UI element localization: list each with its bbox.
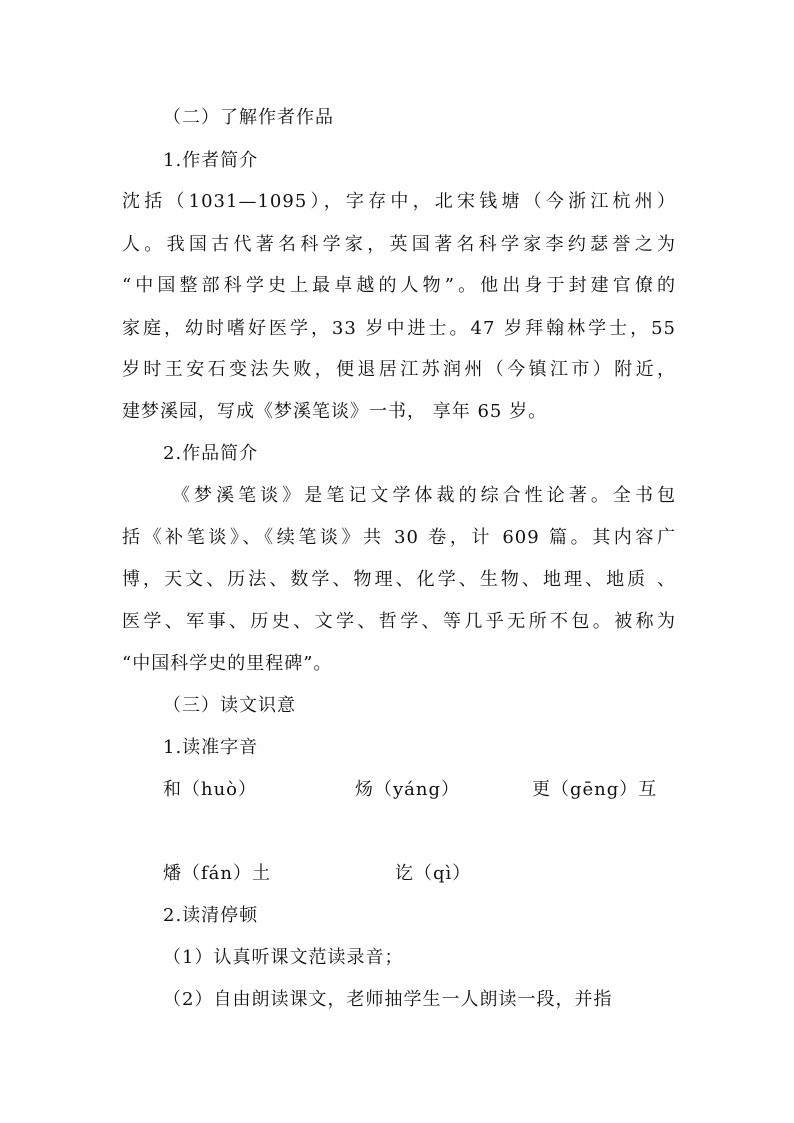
subheading-work-intro: 2.作品简介 [163, 443, 259, 464]
author-intro-line-2: 人。我国古代著名科学家，英国著名科学家李约瑟誉之为 [122, 234, 676, 255]
work-intro-line-2: 括《补笔谈》、《续笔谈》共 30 卷，计 609 篇。其内容广 [122, 527, 676, 548]
author-intro-line-6: 建梦溪园，写成《梦溪笔谈》一书， 享年 65 岁。 [122, 401, 548, 422]
pauses-item-1: （1）认真听课文范读录音； [163, 947, 404, 968]
author-intro-line-1: 沈括（1031—1095），字存中，北宋钱塘（今浙江杭州） [122, 191, 676, 212]
pinyin-item: 讫（qì） [395, 863, 472, 884]
section-heading-reading: （三）读文识意 [163, 695, 296, 716]
author-intro-line-3: “中国整部科学史上最卓越的人物”。他出身于封建官僚的 [122, 275, 676, 296]
subheading-pauses: 2.读清停顿 [163, 905, 259, 926]
subheading-pronunciation: 1.读准字音 [163, 737, 259, 758]
work-intro-line-3: 博，天文、历法、数学、物理、化学、生物、地理、地质 、 [122, 569, 676, 590]
work-intro-line-5: “中国科学史的里程碑”。 [122, 653, 333, 674]
subheading-author-intro: 1.作者简介 [163, 150, 259, 171]
section-heading-author-works: （二）了解作者作品 [163, 107, 334, 128]
author-intro-line-5: 岁时王安石变法失败，便退居江苏润州（今镇江市）附近， [122, 359, 676, 380]
pinyin-item: 和（huò） [163, 779, 258, 800]
author-intro-line-4: 家庭，幼时嗜好医学，33 岁中进士。47 岁拜翰林学士，55 [122, 318, 676, 339]
pinyin-item: 更（gēng）互 [532, 779, 658, 800]
pinyin-item: 燔（fán）土 [163, 863, 271, 884]
work-intro-line-1: 《梦溪笔谈》是笔记文学体裁的综合性论著。全书包 [172, 485, 676, 506]
pinyin-item: 炀（yáng） [355, 779, 461, 800]
work-intro-line-4: 医学、军事、历史、文学、哲学、等几乎无所不包。被称为 [122, 611, 676, 632]
pauses-item-2: （2）自由朗读课文，老师抽学生一人朗读一段，并指 [163, 989, 613, 1010]
